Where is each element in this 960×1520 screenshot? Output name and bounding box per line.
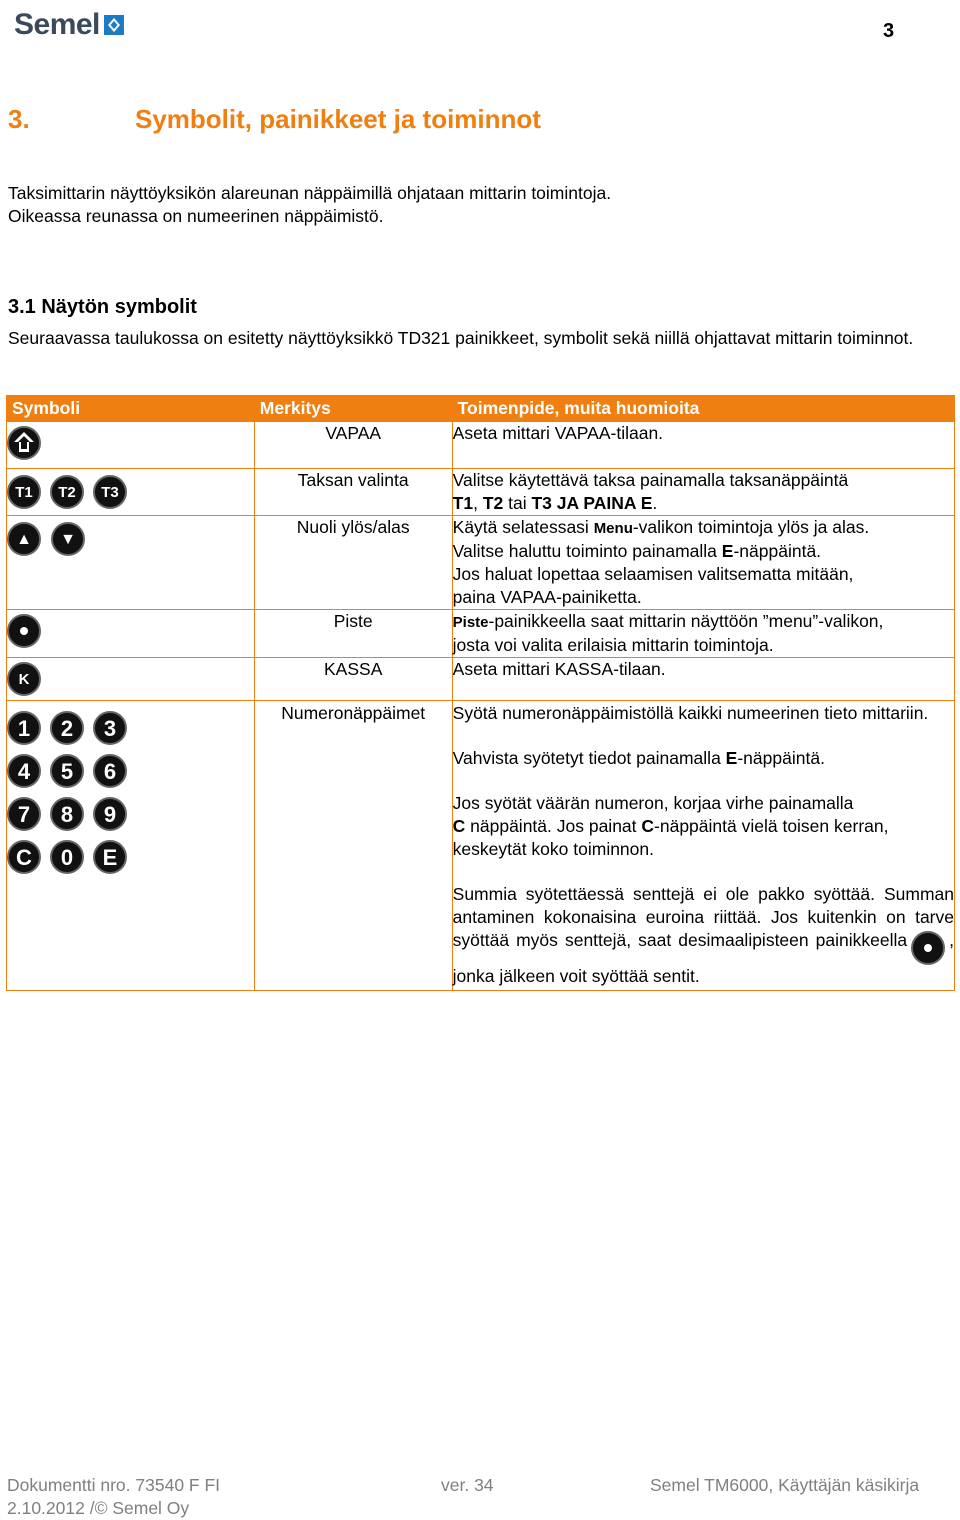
footer-doc-number: Dokumentti nro. 73540 F FI (7, 1475, 221, 1495)
key-2-icon: 2 (50, 711, 84, 745)
key-8-icon: 8 (50, 797, 84, 831)
kassa-key-icon: K (7, 662, 41, 696)
column-header: Merkitys (254, 396, 452, 422)
action-cell (452, 610, 954, 658)
section-title: 3.1 Näytön symbolit (8, 296, 197, 318)
footer-version: ver. 34 (441, 1475, 494, 1495)
table-row (7, 610, 955, 658)
action-cell (452, 516, 954, 610)
meaning-cell: Nuoli ylös/alas (254, 516, 452, 610)
key-c-icon: C (7, 840, 41, 874)
symbol-cell (7, 701, 255, 991)
logo-text: Semel (14, 8, 100, 41)
action-text: Jos syötät väärän numeron, korjaa virhe painamalla C näppäintä. Jos painat C-näppäintä vielä toisen kerran, keskeytät koko toiminnon. (452, 793, 889, 859)
key-9-icon: 9 (93, 797, 127, 831)
vapaa-key-icon (7, 426, 41, 460)
symbol-cell (7, 658, 255, 701)
key-7-icon: 7 (7, 797, 41, 831)
t2-key-icon: T2 (50, 475, 84, 509)
dot-key-icon (7, 614, 41, 648)
numeric-keypad (7, 711, 254, 874)
action-cell: Aseta mittari KASSA-tilaan. (452, 658, 954, 701)
action-text: Syötä numeronäppäimistöllä kaikki numeerinen tieto mittariin. (452, 703, 929, 723)
action-text: josta voi valita erilaisia mittarin toimintoja. (452, 635, 774, 655)
intro-line: Oikeassa reunassa on numeerinen näppäimistö. (8, 206, 384, 226)
intro-paragraph (8, 182, 948, 228)
column-header: Toimenpide, muita huomioita (452, 396, 954, 422)
meaning-cell: Numeronäppäimet (254, 701, 452, 991)
symbol-cell (7, 610, 255, 658)
symbol-cell (7, 422, 255, 469)
action-cell (452, 469, 954, 516)
action-text: Valitse käytettävä taksa painamalla taksanäppäintä (452, 470, 849, 490)
key-6-icon: 6 (93, 754, 127, 788)
semel-logo-icon (104, 15, 124, 35)
key-e-icon: E (93, 840, 127, 874)
intro-line: Taksimittarin näyttöyksikön alareunan näppäimillä ohjataan mittarin toimintoja. (8, 183, 612, 203)
key-5-icon: 5 (50, 754, 84, 788)
action-text: T1, T2 tai T3 JA PAINA E. (452, 493, 658, 513)
action-text: paina VAPAA-painiketta. (452, 587, 642, 607)
section-text: Seuraavassa taulukossa on esitetty näyttöyksikkö TD321 painikkeet, symbolit sekä niillä ohjattavat mittarin toiminnot. (8, 328, 914, 348)
key-4-icon: 4 (7, 754, 41, 788)
symbol-cell (7, 469, 255, 516)
action-text: Jos haluat lopettaa selaamisen valitsematta mitään, (452, 564, 854, 584)
action-text: Valitse haluttu toiminto painamalla E-näppäintä. (452, 541, 822, 561)
key-3-icon: 3 (93, 711, 127, 745)
chapter-title-text: Symbolit, painikkeet ja toiminnot (135, 104, 541, 134)
semel-logo (14, 8, 124, 42)
table-row (7, 516, 955, 610)
key-1-icon: 1 (7, 711, 41, 745)
key-0-icon: 0 (50, 840, 84, 874)
meaning-cell: VAPAA (254, 422, 452, 469)
footer-left (7, 1474, 220, 1520)
table-row (7, 701, 955, 991)
action-text: Summia syötettäessä senttejä ei ole pakko syöttää. Summan antaminen kokonaisina euroina riittää. Jos kuitenkin on tarve syöttää myös senttejä, saat desimaalipisteen painikkeella , jonka jälkeen voit syöttää sentit. (452, 884, 954, 986)
meaning-cell: Piste (254, 610, 452, 658)
action-cell (452, 701, 954, 991)
meaning-cell: KASSA (254, 658, 452, 701)
table-row (7, 422, 955, 469)
table-header-row (7, 396, 955, 422)
action-cell: Aseta mittari VAPAA-tilaan. (452, 422, 954, 469)
footer-date: 2.10.2012 /© Semel Oy (7, 1498, 190, 1518)
footer-manual-title: Semel TM6000, Käyttäjän käsikirja (650, 1475, 920, 1495)
symbol-cell (7, 516, 255, 610)
t1-key-icon: T1 (7, 475, 41, 509)
table-row (7, 469, 955, 516)
arrow-up-key-icon: ▲ (7, 522, 41, 556)
action-text: Vahvista syötetyt tiedot painamalla E-näppäintä. (452, 748, 825, 768)
arrow-down-key-icon: ▼ (51, 522, 85, 556)
page-number: 3 (883, 20, 895, 42)
dot-key-icon (911, 931, 945, 965)
column-header: Symboli (7, 396, 255, 422)
t3-key-icon: T3 (93, 475, 127, 509)
chapter-title (8, 104, 541, 135)
chapter-number: 3. (8, 104, 30, 134)
meaning-cell: Taksan valinta (254, 469, 452, 516)
action-text: Käytä selatessasi Menu-valikon toimintoja ylös ja alas. (452, 517, 870, 537)
table-row (7, 658, 955, 701)
action-text: Piste-painikkeella saat mittarin näyttöön ”menu”-valikon, (452, 611, 884, 631)
symbols-table (6, 395, 955, 991)
